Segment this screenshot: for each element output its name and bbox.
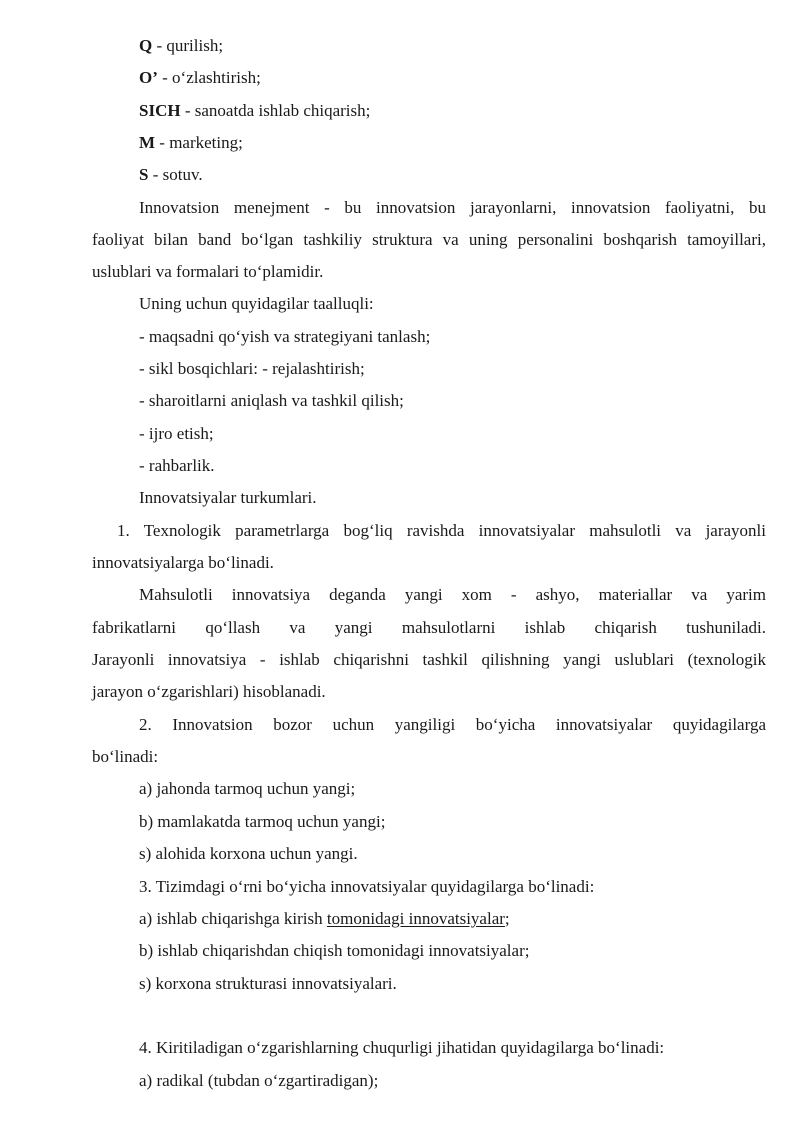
numbered-item: 1. Texnologik parametrlarga bog‘liq ravishda innovatsiyalar mahsulotli va jarayonli: [117, 521, 766, 540]
list-intro: Uning uchun quyidagilar taalluqli:: [139, 294, 374, 313]
list-item: - sikl bosqichlari: - rejalashtirish;: [139, 359, 365, 378]
underlined-text: tomonidagi innovatsiyalar: [326, 909, 505, 928]
numbered-item: 2. Innovatsion bozor uchun yangiligi bo‘yicha innovatsiyalar quyidagilarga: [139, 715, 766, 734]
paragraph-line: innovatsiyalarga bo‘linadi.: [92, 553, 274, 572]
numbered-item: 3. Tizimdagi o‘rni bo‘yicha innovatsiyalar quyidagilarga bo‘linadi:: [139, 877, 595, 896]
sub-item: a) jahonda tarmoq uchun yangi;: [139, 779, 356, 798]
sub-item: b) mamlakatda tarmoq uchun yangi;: [139, 812, 386, 831]
list-item: - rahbarlik.: [139, 456, 215, 475]
list-item: - maqsadni qo‘yish va strategiyani tanlash;: [139, 327, 431, 346]
paragraph-line: fabrikatlarni qo‘llash va yangi mahsulotlarni ishlab chiqarish tushuniladi.: [92, 618, 766, 637]
paragraph-line: jarayon o‘zgarishlari) hisoblanadi.: [92, 682, 326, 701]
list-item: - ijro etish;: [139, 424, 214, 443]
list-item: - sharoitlarni aniqlash va tashkil qilish;: [139, 391, 404, 410]
paragraph-line: bo‘linadi:: [92, 747, 159, 766]
paragraph-line: uslublari va formalari to‘plamidir.: [92, 262, 324, 281]
definition-q: Q - qurilish;: [139, 36, 224, 55]
paragraph-line: Mahsulotli innovatsiya deganda yangi xom - ashyo, materiallar va yarim: [139, 585, 766, 604]
sub-item: s) korxona strukturasi innovatsiyalari.: [139, 974, 397, 993]
section-heading: Innovatsiyalar turkumlari.: [139, 488, 317, 507]
numbered-item: 4. Kiritiladigan o‘zgarishlarning chuqurligi jihatidan quyidagilarga bo‘linadi:: [139, 1038, 665, 1057]
sub-item: a) ishlab chiqarishga kirish tomonidagi innovatsiyalar;: [139, 909, 510, 928]
definition-m: M - marketing;: [139, 133, 243, 152]
paragraph-line: Innovatsion menejment - bu innovatsion jarayonlarni, innovatsion faoliyatni, bu: [139, 198, 766, 217]
definition-o: O’ - o‘zlashtirish;: [139, 68, 261, 87]
sub-item: a) radikal (tubdan o‘zgartiradigan);: [139, 1071, 379, 1090]
definition-sich: SICH - sanoatda ishlab chiqarish;: [139, 101, 371, 120]
sub-item: b) ishlab chiqarishdan chiqish tomonidagi innovatsiyalar;: [139, 941, 530, 960]
sub-item: s) alohida korxona uchun yangi.: [139, 844, 358, 863]
paragraph-line: faoliyat bilan band bo‘lgan tashkiliy struktura va uning personalini boshqarish tamoyillari,: [92, 230, 766, 249]
paragraph-line: Jarayonli innovatsiya - ishlab chiqarishni tashkil qilishning yangi uslublari (texnologik: [92, 650, 766, 669]
definition-s: S - sotuv.: [139, 165, 203, 184]
